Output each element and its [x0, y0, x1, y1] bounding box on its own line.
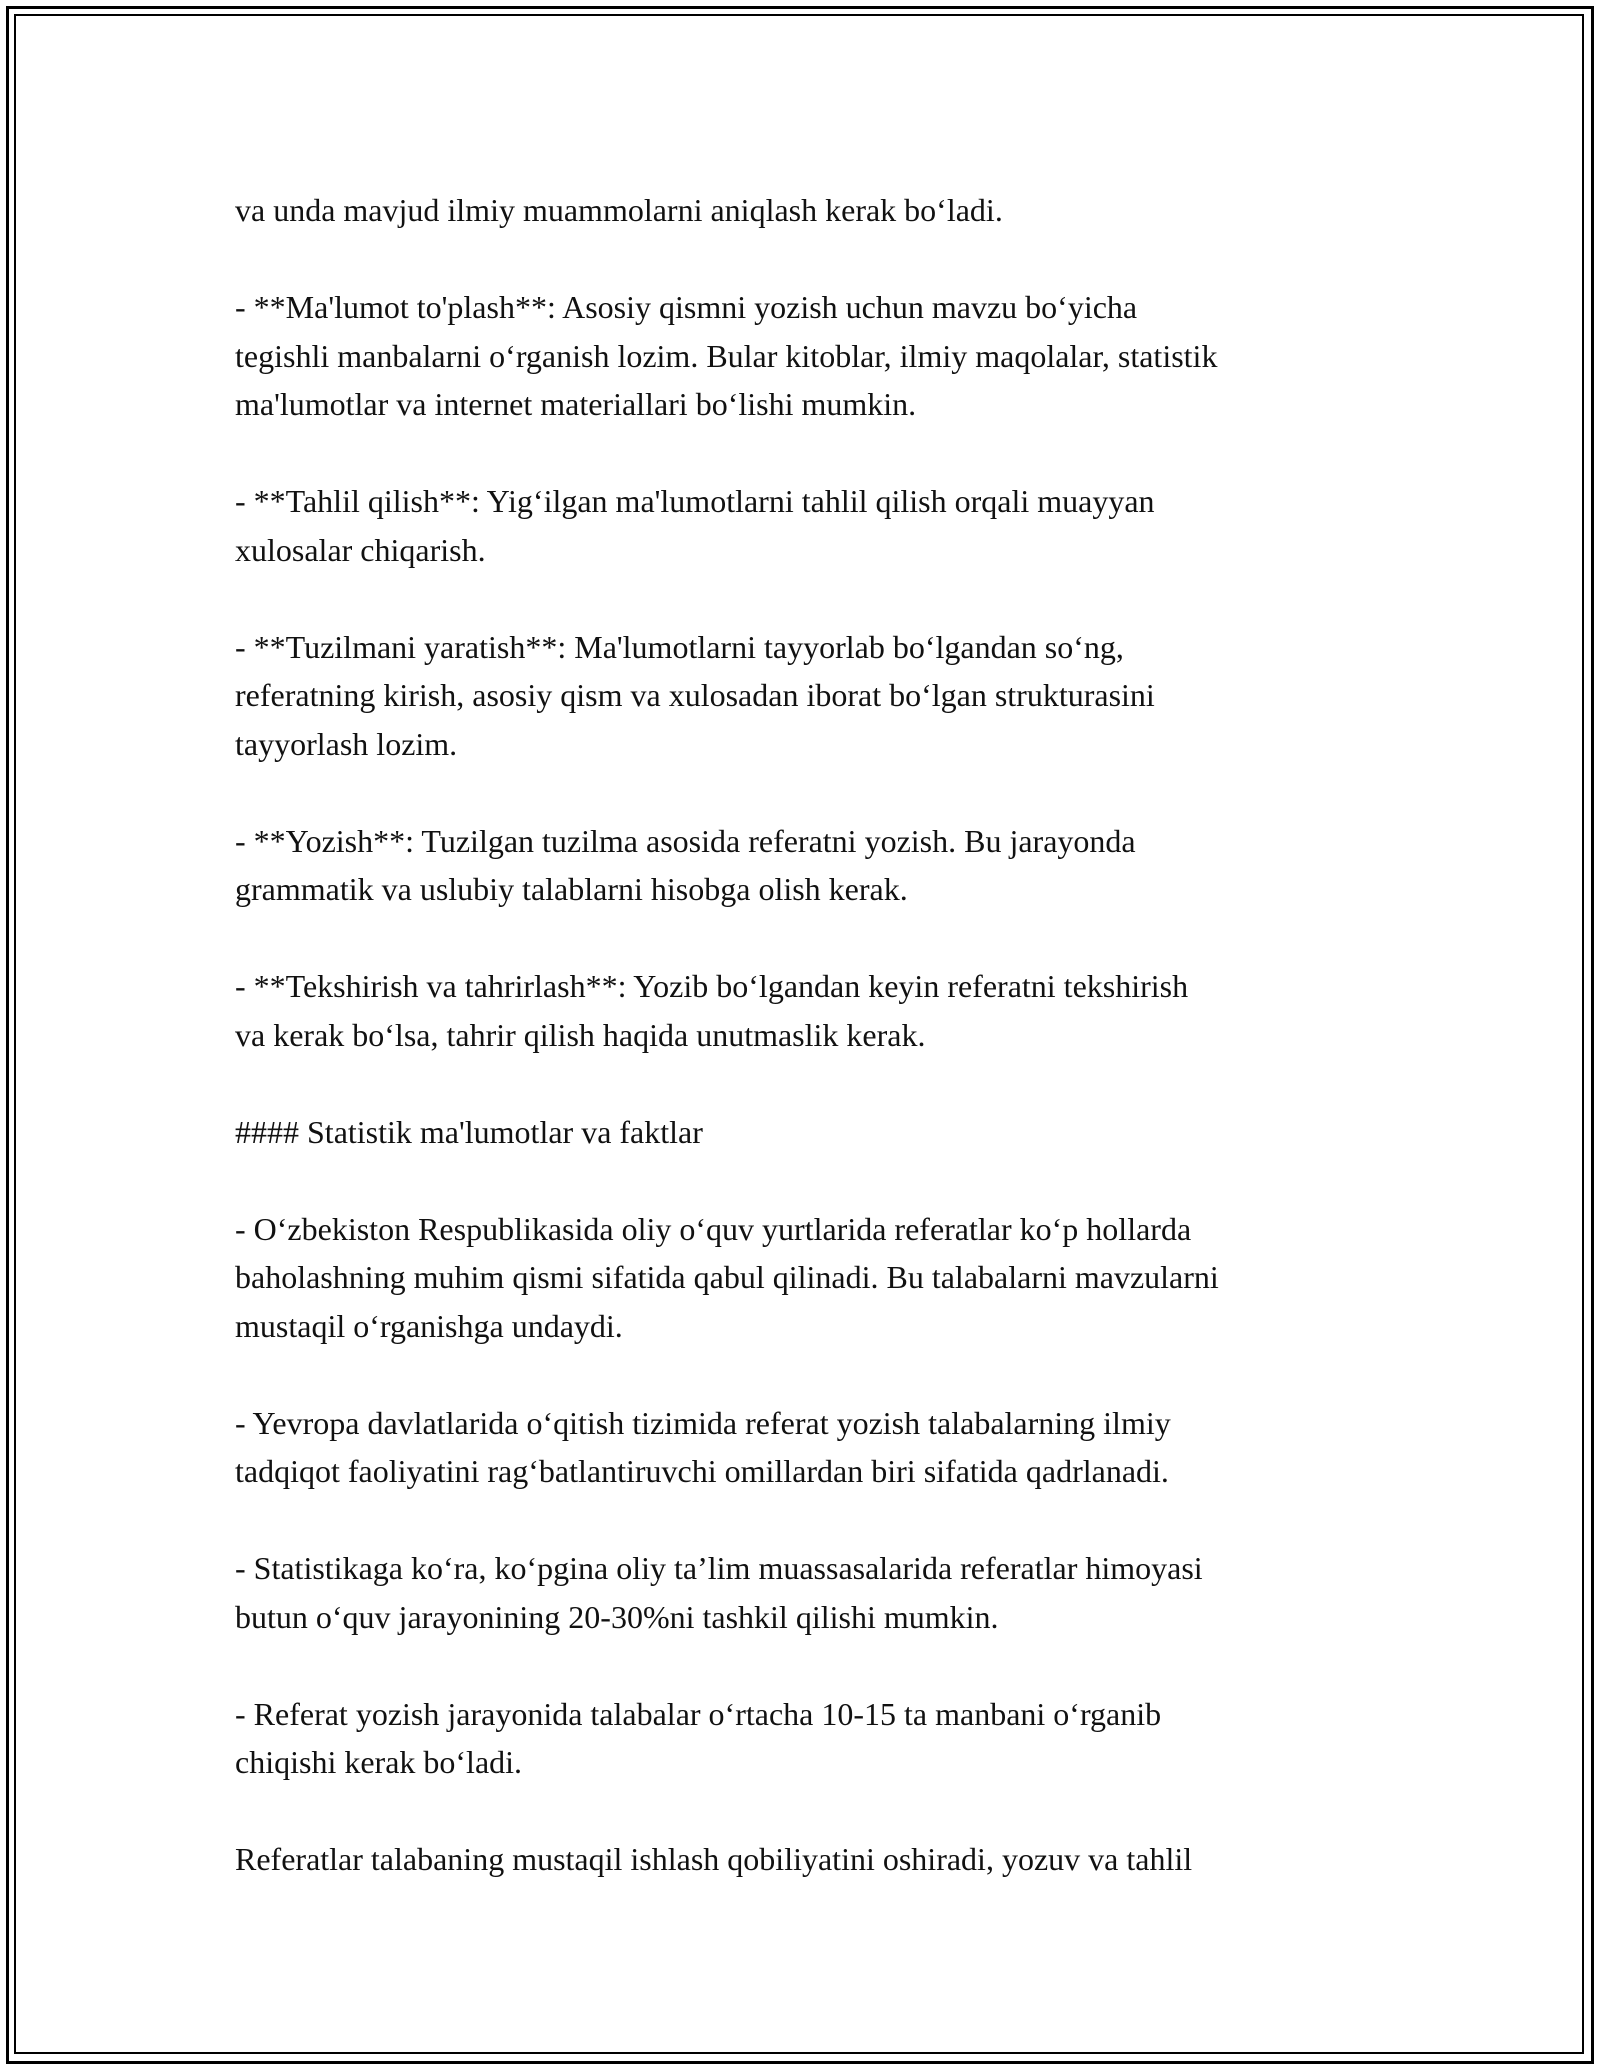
list-item-data-collection: - **Ma'lumot to'plash**: Asosiy qismni yozish uchun mavzu bo‘yicha tegishli manbalarni o‘rganish lozim. Bular kitoblar, ilmiy maqolalar, statistik ma'lumotlar va internet materiallari bo‘lishi mumkin. [235, 289, 1218, 422]
list-item-statistics: - Statistikaga ko‘ra, ko‘pgina oliy ta’lim muassasalarida referatlar himoyasi butun o‘quv jarayonining 20-30%ni tashkil qilishi mumkin. [235, 1550, 1203, 1635]
list-item-sources: - Referat yozish jarayonida talabalar o‘rtacha 10-15 ta manbani o‘rganib chiqishi kerak bo‘ladi. [235, 1695, 1162, 1780]
list-item-analysis: - **Tahlil qilish**: Yig‘ilgan ma'lumotlarni tahlil qilish orqali muayyan xulosalar chiqarish. [235, 483, 1155, 568]
paragraph-intro-continuation: va unda mavjud ilmiy muammolarni aniqlash kerak bo‘ladi. [235, 192, 1003, 228]
paragraph-conclusion-start: Referatlar talabaning mustaqil ishlash qobiliyatini oshiradi, yozuv va tahlil [235, 1841, 1193, 1877]
list-item-uzbekistan: - O‘zbekiston Respublikasida oliy o‘quv yurtlarida referatlar ko‘p hollarda baholashning muhim qismi sifatida qabul qilinadi. Bu talabalarni mavzularni mustaqil o‘rganishga undaydi. [235, 1210, 1219, 1344]
list-item-europe: - Yevropa davlatlarida o‘qitish tizimida referat yozish talabalarning ilmiy tadqiqot faoliyatini rag‘batlantiruvchi omillardan biri sifatida qadrlanadi. [235, 1404, 1171, 1489]
document-body [235, 186, 1375, 1884]
list-item-review: - **Tekshirish va tahrirlash**: Yozib bo‘lgandan keyin referatni tekshirish va kerak bo‘lsa, tahrir qilish haqida unutmaslik kerak. [235, 968, 1189, 1053]
section-heading-statistics: #### Statistik ma'lumotlar va faktlar [235, 1113, 703, 1150]
list-item-structure: - **Tuzilmani yaratish**: Ma'lumotlarni tayyorlab bo‘lgandan so‘ng, referatning kirish, asosiy qism va xulosadan iborat bo‘lgan strukturasini tayyorlash lozim. [235, 628, 1155, 762]
list-item-writing: - **Yozish**: Tuzilgan tuzilma asosida referatni yozish. Bu jarayonda grammatik va uslubiy talablarni hisobga olish kerak. [235, 822, 1136, 907]
